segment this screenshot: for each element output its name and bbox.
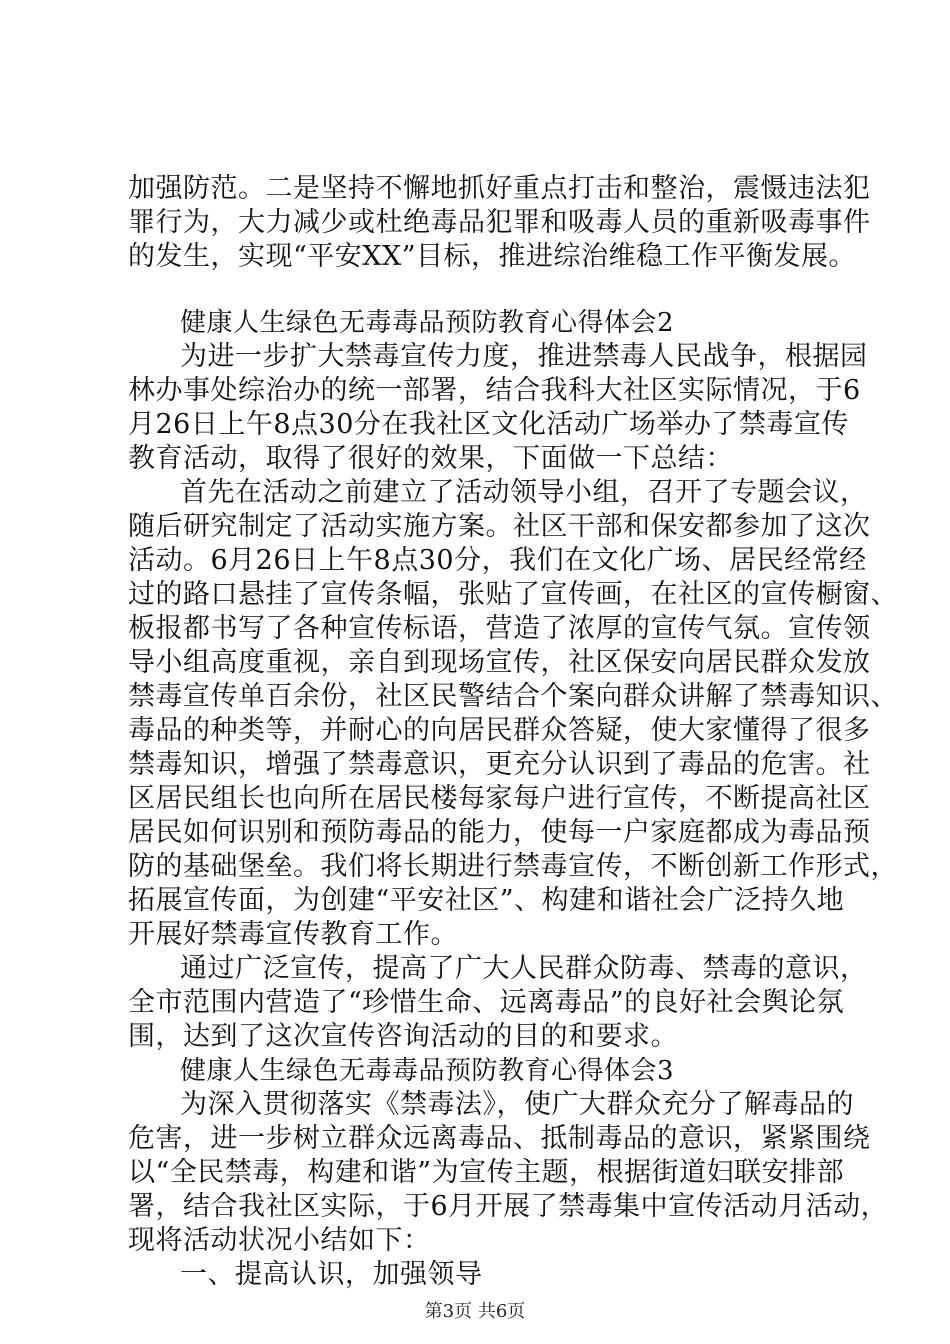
body-text-line: 加强防范。二是坚持不懈地抓好重点打击和整治，震慑违法犯 bbox=[128, 173, 871, 204]
body-text-line: 板报都书写了各种宣传标语，营造了浓厚的宣传气氛。宣传领 bbox=[128, 613, 871, 644]
section-heading: 健康人生绿色无毒毒品预防教育心得体会3 bbox=[180, 1056, 675, 1086]
body-text-line: 居民如何识别和预防毒品的能力，使每一户家庭都成为毒品预 bbox=[128, 817, 871, 848]
body-text-line: 月26日上午8点30分在我社区文化活动广场举办了禁毒宣传 bbox=[128, 409, 849, 440]
body-text-line: 开展好禁毒宣传教育工作。 bbox=[128, 919, 458, 950]
body-text-line: 通过广泛宣传，提高了广大人民群众防毒、禁毒的意识， bbox=[180, 953, 868, 984]
body-text-line: 罪行为，大力减少或杜绝毒品犯罪和吸毒人员的重新吸毒事件 bbox=[128, 207, 871, 238]
page-footer: 第3页 共6页 bbox=[424, 1301, 526, 1322]
body-text-line: 拓展宣传面，为创建“平安社区”、构建和谐社会广泛持久地 bbox=[128, 885, 845, 916]
body-text-line: 活动。6月26日上午8点30分，我们在文化广场、居民经常经 bbox=[128, 545, 867, 576]
body-text-line: 禁毒宣传单百余份，社区民警结合个案向群众讲解了禁毒知识、 bbox=[128, 681, 898, 712]
body-text-line: 防的基础堡垒。我们将长期进行禁毒宣传，不断创新工作形式， bbox=[128, 851, 898, 882]
body-text-line: 导小组高度重视，亲自到现场宣传，社区保安向居民群众发放 bbox=[128, 647, 871, 678]
body-text-line: 危害，进一步树立群众远离毒品、抵制毒品的意识，紧紧围绕 bbox=[128, 1123, 871, 1154]
body-text-line: 区居民组长也向所在居民楼每家每户进行宣传，不断提高社区 bbox=[128, 783, 871, 814]
body-text-line: 署，结合我社区实际，于6月开展了禁毒集中宣传活动月活动， bbox=[128, 1191, 889, 1222]
body-text-line: 围，达到了这次宣传咨询活动的目的和要求。 bbox=[128, 1021, 678, 1052]
body-text-line: 的发生，实现“平安XX”目标，推进综治维稳工作平衡发展。 bbox=[128, 241, 857, 272]
body-text-line: 首先在活动之前建立了活动领导小组，召开了专题会议， bbox=[180, 477, 868, 508]
body-text-line: 毒品的种类等，并耐心的向居民群众答疑，使大家懂得了很多 bbox=[128, 715, 871, 746]
section-heading: 健康人生绿色无毒毒品预防教育心得体会2 bbox=[180, 308, 675, 338]
body-text-line: 随后研究制定了活动实施方案。社区干部和保安都参加了这次 bbox=[128, 511, 871, 542]
body-text-line: 为深入贯彻落实《禁毒法》，使广大群众充分了解毒品的 bbox=[180, 1089, 854, 1120]
body-text-line: 教育活动，取得了很好的效果，下面做一下总结： bbox=[128, 443, 733, 474]
body-text-line: 全市范围内营造了“珍惜生命、远离毒品”的良好社会舆论氛 bbox=[128, 987, 845, 1018]
body-text-line: 为进一步扩大禁毒宣传力度，推进禁毒人民战争，根据园 bbox=[180, 341, 868, 372]
body-text-line: 林办事处综治办的统一部署，结合我科大社区实际情况，于6 bbox=[128, 375, 861, 406]
body-text-line: 禁毒知识，增强了禁毒意识，更充分认识到了毒品的危害。社 bbox=[128, 749, 871, 780]
body-text-line: 以“全民禁毒，构建和谐”为宣传主题，根据街道妇联安排部 bbox=[128, 1157, 845, 1188]
body-text-line: 现将活动状况小结如下： bbox=[128, 1225, 431, 1256]
body-text-line: 过的路口悬挂了宣传条幅，张贴了宣传画，在社区的宣传橱窗、 bbox=[128, 579, 898, 610]
subheading-line: 一、提高认识，加强领导 bbox=[180, 1259, 483, 1290]
